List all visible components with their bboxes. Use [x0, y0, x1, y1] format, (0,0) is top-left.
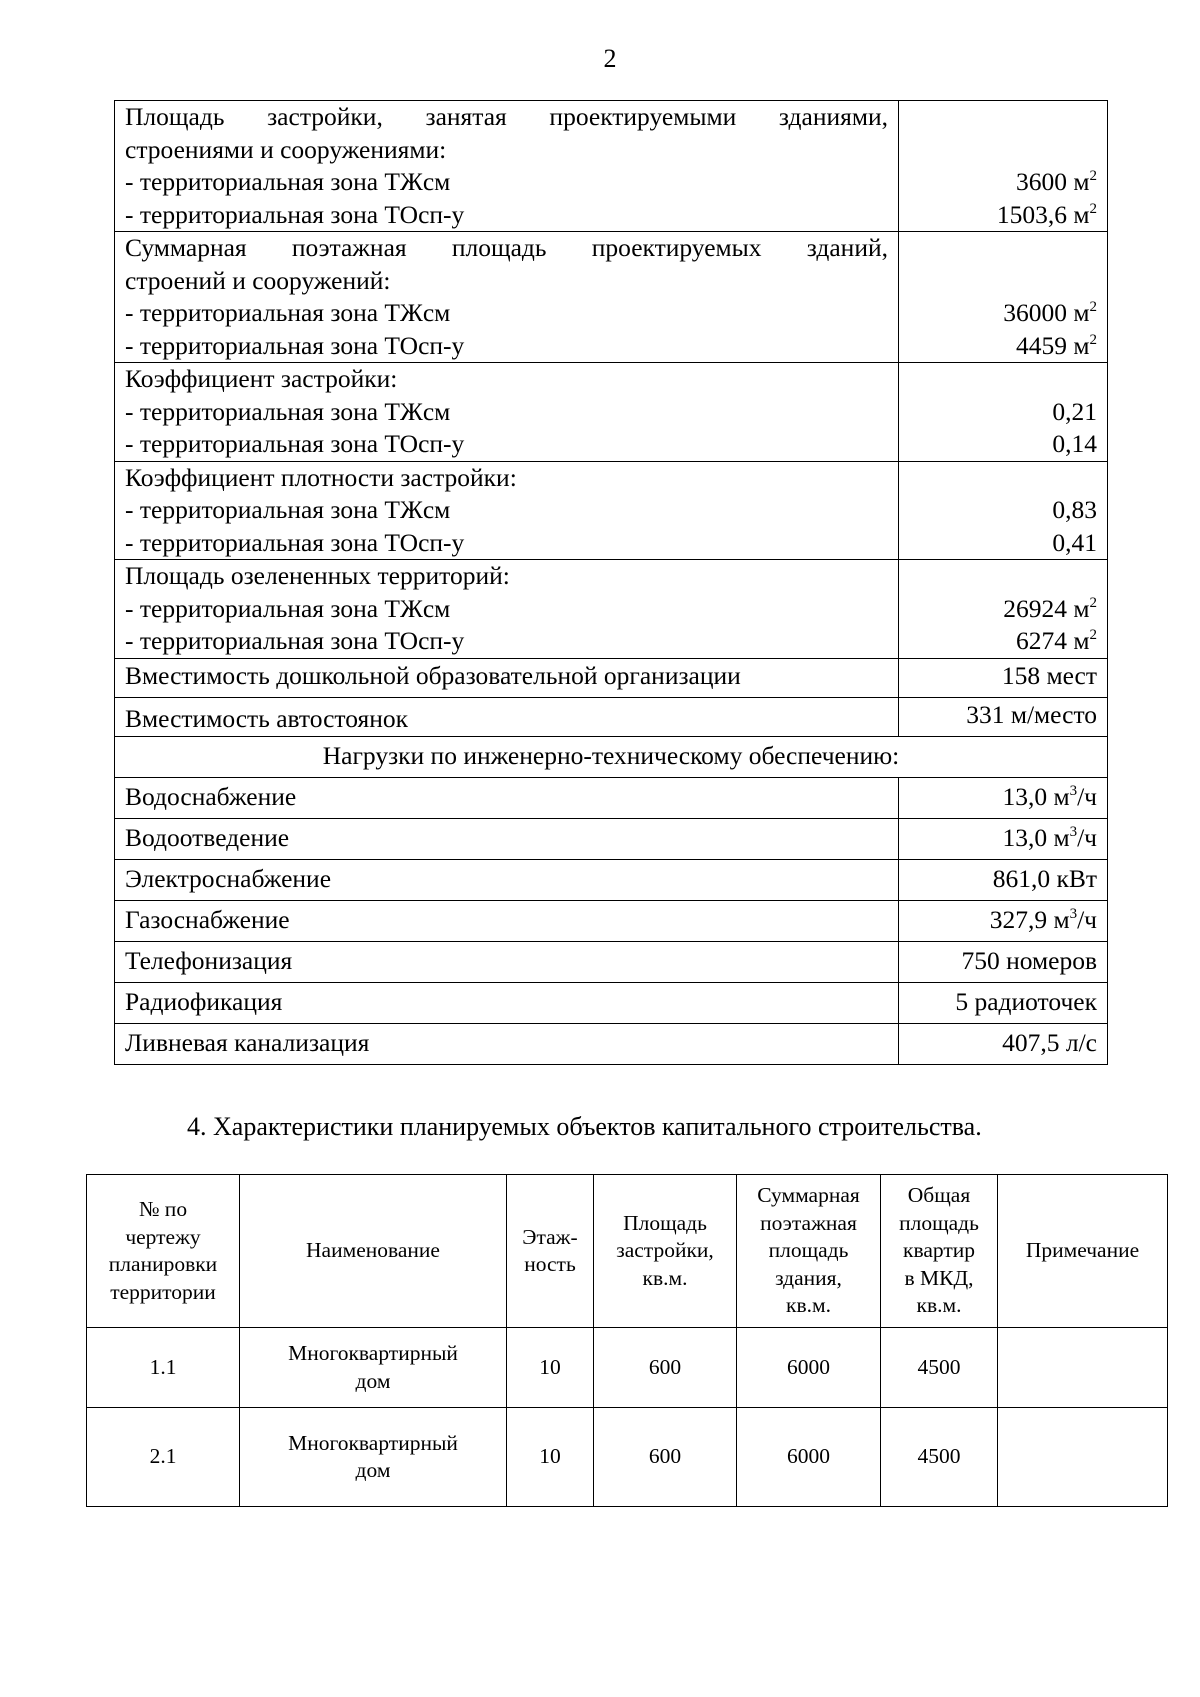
- engineering-value: 13,0 $м^3/ч$: [899, 818, 1108, 859]
- indicator-title-line: Коэффициент застройки:: [125, 364, 398, 393]
- cell-total-floor-area: 6000: [737, 1408, 881, 1507]
- indicator-group-building-area: [115, 101, 1108, 232]
- engineering-row-power-supply: [115, 859, 1108, 900]
- engineering-row-storm-sewer: [115, 1023, 1108, 1064]
- zone-label: - территориальная зона ТЖсм: [125, 298, 451, 327]
- indicator-value-cell: 331 м/место: [899, 697, 1108, 736]
- zone-value: 0,14: [1052, 429, 1097, 458]
- table-row: [87, 1328, 1168, 1408]
- engineering-value: 5 радиоточек: [899, 982, 1108, 1023]
- engineering-row-telephony: [115, 941, 1108, 982]
- section-title: 4. Характеристики планируемых объектов капитального строительства.: [187, 1112, 982, 1141]
- zone-label: - территориальная зона ТОсп-у: [125, 330, 465, 360]
- indicator-label-cell: [115, 232, 899, 363]
- cell-name: Многоквартирный дом: [240, 1408, 507, 1507]
- zone-value: 0,21: [1052, 396, 1097, 426]
- indicators-table: [114, 100, 1108, 1065]
- cell-floors: 10: [507, 1408, 594, 1507]
- zone-value: 1503,6 $м^2$: [996, 199, 1097, 229]
- indicator-group-total-floor-area: [115, 232, 1108, 363]
- engineering-label: Газоснабжение: [115, 900, 899, 941]
- engineering-header: Нагрузки по инженерно-техническому обеспечению:: [115, 736, 1108, 777]
- zone-value: 26924 $м^2$: [1003, 593, 1097, 623]
- zone-label: - территориальная зона ТОсп-у: [125, 527, 465, 557]
- engineering-row-water-disposal: [115, 818, 1108, 859]
- engineering-label: Телефонизация: [115, 941, 899, 982]
- zone-label: - территориальная зона ТОсп-у: [125, 429, 465, 458]
- indicator-title-line: Площадь озелененных территорий:: [125, 561, 510, 590]
- header-total-floor-area: Суммарная поэтажная площадь здания, кв.м.: [737, 1175, 881, 1328]
- indicator-label-cell: Вместимость дошкольной образовательной организации: [115, 658, 899, 697]
- zone-value: 6274 $м^2$: [1015, 626, 1097, 655]
- objects-table: [86, 1174, 1168, 1507]
- indicator-title-line: Коэффициент плотности застройки:: [125, 462, 517, 492]
- engineering-value: 750 номеров: [899, 941, 1108, 982]
- cell-total-floor-area: 6000: [737, 1328, 881, 1408]
- engineering-label: Электроснабжение: [115, 859, 899, 900]
- indicator-group-density-coefficient: [115, 461, 1108, 560]
- engineering-label: Водоснабжение: [115, 777, 899, 818]
- header-floors: Этаж- ность: [507, 1175, 594, 1328]
- indicator-label-cell: [115, 560, 899, 659]
- indicator-group-building-coefficient: [115, 363, 1108, 462]
- header-footprint: Площадь застройки, кв.м.: [594, 1175, 737, 1328]
- zone-value: 4459 $м^2$: [1015, 330, 1097, 360]
- indicator-label-cell: [115, 101, 899, 232]
- cell-drawing-number: 1.1: [87, 1328, 240, 1408]
- zone-value: 3600 $м^2$: [1015, 167, 1097, 196]
- indicator-label-cell: Вместимость автостоянок: [115, 697, 899, 736]
- engineering-value: 861,0 кВт: [899, 859, 1108, 900]
- zone-value: 36000 $м^2$: [1003, 298, 1097, 327]
- zone-value: 0,41: [1052, 527, 1097, 557]
- engineering-row-gas-supply: [115, 900, 1108, 941]
- cell-drawing-number: 2.1: [87, 1408, 240, 1507]
- header-note: Примечание: [998, 1175, 1168, 1328]
- engineering-label: Радиофикация: [115, 982, 899, 1023]
- indicator-label-cell: [115, 363, 899, 462]
- cell-apartment-area: 4500: [881, 1328, 998, 1408]
- engineering-label: Водоотведение: [115, 818, 899, 859]
- indicator-group-green-area: [115, 560, 1108, 659]
- cell-note: [998, 1408, 1168, 1507]
- indicator-title-line: Площадь застройки, занятая проектируемыми зданиями,: [125, 102, 888, 131]
- zone-label: - территориальная зона ТОсп-у: [125, 626, 465, 655]
- header-name: Наименование: [240, 1175, 507, 1328]
- cell-apartment-area: 4500: [881, 1408, 998, 1507]
- cell-name: Многоквартирный дом: [240, 1328, 507, 1408]
- indicator-value-cell: [899, 232, 1108, 363]
- engineering-value: 407,5 л/с: [899, 1023, 1108, 1064]
- engineering-row-radio: [115, 982, 1108, 1023]
- indicator-row-parking-capacity: [115, 697, 1108, 736]
- engineering-value: 13,0 $м^3/ч$: [899, 777, 1108, 818]
- zone-label: - территориальная зона ТЖсм: [125, 167, 451, 196]
- header-apartment-area: Общая площадь квартир в МКД, кв.м.: [881, 1175, 998, 1328]
- table-row: [87, 1408, 1168, 1507]
- zone-label: - территориальная зона ТОсп-у: [125, 199, 465, 229]
- header-drawing-number: № по чертежу планировки территории: [87, 1175, 240, 1328]
- cell-floors: 10: [507, 1328, 594, 1408]
- indicator-value-cell: [899, 101, 1108, 232]
- cell-note: [998, 1328, 1168, 1408]
- indicator-title-line: строениями и сооружениями:: [125, 134, 447, 164]
- page-number: 2: [603, 44, 617, 73]
- engineering-row-water-supply: [115, 777, 1108, 818]
- objects-table-header: [87, 1175, 1168, 1328]
- indicator-label-cell: [115, 461, 899, 560]
- engineering-header-row: [115, 736, 1108, 777]
- engineering-label: Ливневая канализация: [115, 1023, 899, 1064]
- indicator-row-kindergarten-capacity: [115, 658, 1108, 697]
- indicator-value-cell: [899, 461, 1108, 560]
- zone-label: - территориальная зона ТЖсм: [125, 593, 451, 623]
- indicator-value-cell: [899, 560, 1108, 659]
- zone-value: 0,83: [1052, 495, 1097, 524]
- cell-footprint: 600: [594, 1408, 737, 1507]
- cell-footprint: 600: [594, 1328, 737, 1408]
- zone-label: - территориальная зона ТЖсм: [125, 495, 451, 524]
- indicator-title-line: строений и сооружений:: [125, 265, 391, 295]
- indicator-value-cell: [899, 363, 1108, 462]
- zone-label: - территориальная зона ТЖсм: [125, 396, 451, 426]
- indicator-value-cell: 158 мест: [899, 658, 1108, 697]
- indicator-title-line: Суммарная поэтажная площадь проектируемых зданий,: [125, 233, 888, 262]
- engineering-value: 327,9 $м^3/ч$: [899, 900, 1108, 941]
